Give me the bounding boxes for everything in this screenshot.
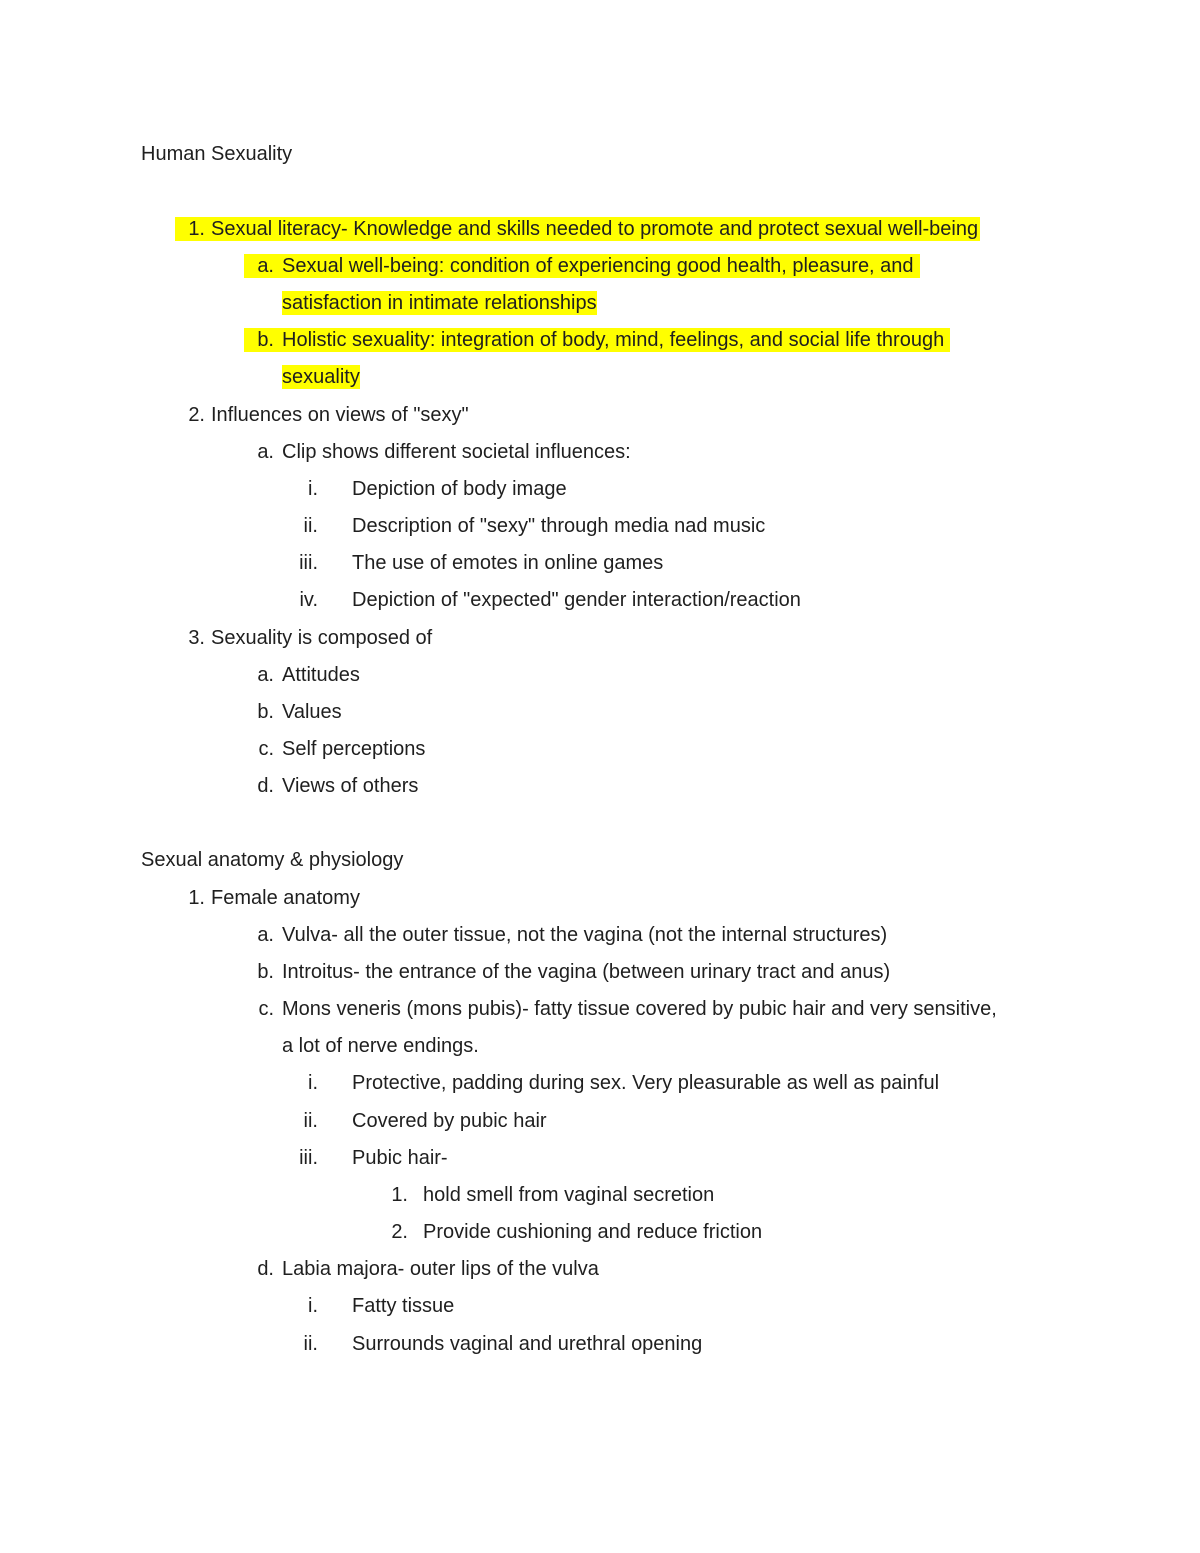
list-text: Attitudes xyxy=(282,664,360,686)
list-marker: iii. xyxy=(299,552,318,574)
list-marker: i. xyxy=(308,1072,318,1094)
list-marker: 1. xyxy=(188,887,205,909)
list-marker: 1. xyxy=(391,1184,408,1206)
list-text: Holistic sexuality: integration of body, mind, feelings, and social life through xyxy=(274,328,950,352)
list-text: Values xyxy=(282,701,342,723)
list-text: Views of others xyxy=(282,775,419,797)
list-marker: iii. xyxy=(299,1147,318,1169)
list-text: Pubic hair- xyxy=(352,1147,448,1169)
list-text: sexuality xyxy=(282,366,360,388)
list-text: Sexual well-being: condition of experiencing good health, pleasure, and xyxy=(274,254,920,278)
list-marker: iv. xyxy=(299,589,318,611)
list-text: Sexuality is composed of xyxy=(211,627,433,649)
list-text: Mons veneris (mons pubis)- fatty tissue covered by pubic hair and very sensitive, xyxy=(282,998,997,1020)
list-text: Clip shows different societal influences: xyxy=(282,441,631,463)
list-text: Vulva- all the outer tissue, not the vagina (not the internal structures) xyxy=(282,924,888,946)
list-text: Fatty tissue xyxy=(352,1295,455,1317)
list-text: Provide cushioning and reduce friction xyxy=(423,1221,763,1243)
list-marker: b. xyxy=(257,961,274,983)
list-marker: d. xyxy=(257,1258,274,1280)
list-marker: 3. xyxy=(188,627,205,649)
list-text: Description of "sexy" through media nad music xyxy=(352,515,766,537)
list-marker: i. xyxy=(308,1295,318,1317)
list-text: Depiction of body image xyxy=(352,478,567,500)
list-text: Influences on views of "sexy" xyxy=(211,404,469,426)
list-marker: c. xyxy=(258,738,274,760)
list-marker: a. xyxy=(244,254,274,278)
list-marker: ii. xyxy=(303,1110,318,1132)
list-marker: ii. xyxy=(303,515,318,537)
list-text: hold smell from vaginal secretion xyxy=(423,1184,715,1206)
list-marker: a. xyxy=(257,664,274,686)
list-marker: ii. xyxy=(303,1333,318,1355)
list-text: Self perceptions xyxy=(282,738,426,760)
list-text: satisfaction in intimate relationships xyxy=(282,292,597,314)
list-marker: c. xyxy=(258,998,274,1020)
list-text: Labia majora- outer lips of the vulva xyxy=(282,1258,599,1280)
list-text: The use of emotes in online games xyxy=(352,552,664,574)
list-text: Covered by pubic hair xyxy=(352,1110,547,1132)
list-marker: 2. xyxy=(391,1221,408,1243)
list-marker: b. xyxy=(257,701,274,723)
list-text: a lot of nerve endings. xyxy=(282,1035,479,1057)
list-marker: 1. xyxy=(175,217,207,241)
list-text: Surrounds vaginal and urethral opening xyxy=(352,1333,703,1355)
list-marker: a. xyxy=(257,924,274,946)
list-text: Female anatomy xyxy=(211,887,360,909)
list-marker: i. xyxy=(308,478,318,500)
list-text: Introitus- the entrance of the vagina (between urinary tract and anus) xyxy=(282,961,891,983)
list-text: Sexual literacy- Knowledge and skills needed to promote and protect sexual well-being xyxy=(205,217,980,241)
section-heading-human-sexuality: Human Sexuality xyxy=(141,143,293,165)
list-marker: 2. xyxy=(188,404,205,426)
section-heading-sexual-anatomy: Sexual anatomy & physiology xyxy=(141,849,404,871)
list-marker: b. xyxy=(244,328,274,352)
list-text: Depiction of "expected" gender interaction/reaction xyxy=(352,589,801,611)
list-marker: a. xyxy=(257,441,274,463)
list-text: Protective, padding during sex. Very pleasurable as well as painful xyxy=(352,1072,940,1094)
list-marker: d. xyxy=(257,775,274,797)
